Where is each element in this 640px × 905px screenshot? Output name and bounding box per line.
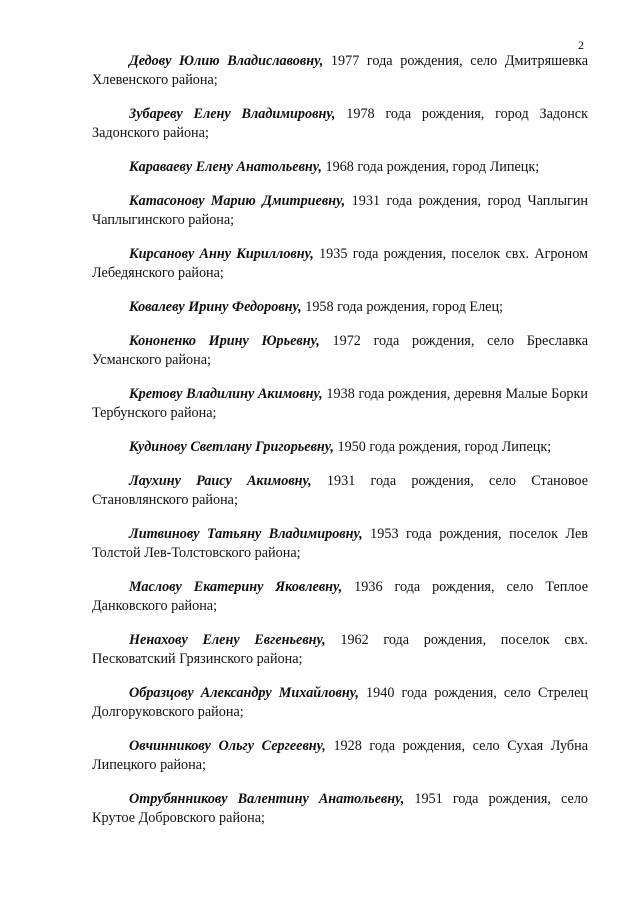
list-item bbox=[92, 245, 588, 283]
person-details: 1953 года рождения, поселок Лев Толстой Лев-Толстовского района; bbox=[92, 526, 588, 561]
list-item bbox=[92, 790, 588, 828]
list-item bbox=[92, 438, 588, 457]
person-name: Кононенко Ирину Юрьевну, bbox=[129, 333, 320, 349]
person-details: 1940 года рождения, село Стрелец Долгоруковского района; bbox=[92, 685, 589, 720]
person-details: 1951 года рождения, село Крутое Добровского района; bbox=[92, 791, 589, 826]
person-name: Катасонову Марию Дмитриевну, bbox=[129, 193, 346, 209]
list-item bbox=[92, 158, 588, 177]
person-details: 1935 года рождения, поселок свх. Агроном Лебедянского района; bbox=[92, 246, 588, 281]
list-item bbox=[92, 385, 588, 423]
list-item bbox=[92, 631, 588, 669]
person-details: 1972 года рождения, село Бреславка Усманского района; bbox=[92, 333, 588, 368]
awardee-list bbox=[92, 52, 588, 843]
person-details: 1968 года рождения, город Липецк; bbox=[325, 159, 540, 175]
list-item bbox=[92, 298, 588, 317]
person-name: Караваеву Елену Анатольевну, bbox=[129, 159, 322, 175]
list-item bbox=[92, 105, 588, 143]
list-item bbox=[92, 684, 588, 722]
person-name: Литвинову Татьяну Владимировну, bbox=[129, 526, 363, 542]
list-item bbox=[92, 192, 588, 230]
person-details: 1958 года рождения, город Елец; bbox=[305, 299, 504, 315]
person-details: 1978 года рождения, город Задонск Задонского района; bbox=[92, 106, 588, 141]
person-details: 1936 года рождения, село Теплое Данковского района; bbox=[92, 579, 588, 614]
person-details: 1938 года рождения, деревня Малые Борки Тербунского района; bbox=[92, 386, 588, 421]
person-details: 1977 года рождения, село Дмитряшевка Хлевенского района; bbox=[92, 53, 589, 88]
page-number: 2 bbox=[578, 38, 584, 52]
person-name: Овчинникову Ольгу Сергеевну, bbox=[129, 738, 326, 754]
person-details: 1931 года рождения, город Чаплыгин Чаплыгинского района; bbox=[92, 193, 589, 228]
person-name: Отрубянникову Валентину Анатольевну, bbox=[129, 791, 405, 807]
person-details: 1950 года рождения, город Липецк; bbox=[337, 439, 552, 455]
list-item bbox=[92, 737, 588, 775]
person-name: Ненахову Елену Евгеньевну, bbox=[129, 632, 326, 648]
person-name: Лаухину Раису Акимовну, bbox=[129, 473, 312, 489]
list-item bbox=[92, 578, 588, 616]
list-item bbox=[92, 332, 588, 370]
list-item bbox=[92, 472, 588, 510]
person-details: 1931 года рождения, село Становое Становлянского района; bbox=[92, 473, 588, 508]
person-name: Кудинову Светлану Григорьевну, bbox=[129, 439, 334, 455]
person-details: 1962 года рождения, поселок свх. Песковатский Грязинского района; bbox=[92, 632, 588, 667]
person-details: 1928 года рождения, село Сухая Лубна Липецкого района; bbox=[92, 738, 589, 773]
person-name: Кирсанову Анну Кирилловну, bbox=[129, 246, 314, 262]
person-name: Зубареву Елену Владимировну, bbox=[129, 106, 336, 122]
person-name: Ковалеву Ирину Федоровну, bbox=[129, 299, 302, 315]
list-item bbox=[92, 52, 588, 90]
person-name: Образцову Александру Михайловну, bbox=[129, 685, 359, 701]
person-name: Маслову Екатерину Яковлевну, bbox=[129, 579, 343, 595]
person-name: Дедову Юлию Владиславовну, bbox=[129, 53, 324, 69]
list-item bbox=[92, 525, 588, 563]
person-name: Кретову Владилину Акимовну, bbox=[129, 386, 323, 402]
